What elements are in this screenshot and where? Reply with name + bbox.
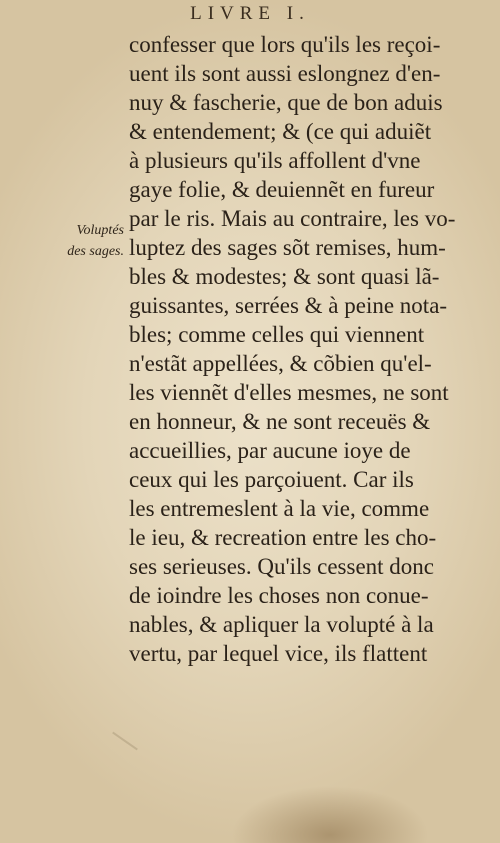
paper-crease [112, 732, 138, 751]
text-line: accueillies, par aucune ioye de [129, 438, 411, 463]
text-line: & entendement; & (ce qui aduiẽt [129, 119, 432, 144]
text-line: bles; comme celles qui viennent [129, 322, 425, 347]
text-line: guissantes, serrées & à peine nota- [129, 293, 448, 318]
text-line: le ieu, & recreation entre les cho- [129, 525, 437, 550]
text-line: nables, & apliquer la volupté à la [129, 612, 434, 637]
text-line: en honneur, & ne sont receuës & [129, 409, 431, 434]
text-line: vertu, par lequel vice, ils flattent [129, 641, 428, 666]
text-line: les entremeslent à la vie, comme [129, 496, 430, 521]
marginal-note-line: Voluptés [76, 223, 124, 238]
text-line: par le ris. Mais au contraire, les vo- [129, 206, 456, 231]
marginal-note [52, 220, 124, 262]
text-line: à plusieurs qu'ils affollent d'vne [129, 148, 421, 173]
body-text [129, 30, 474, 668]
text-line: bles & modestes; & sont quasi lã- [129, 264, 440, 289]
marginal-note-line: des sages. [67, 244, 124, 259]
text-line: n'estãt appellées, & cõbien qu'el- [129, 351, 432, 376]
running-head: LIVRE I. [190, 3, 310, 24]
text-line: ses serieuses. Qu'ils cessent donc [129, 554, 434, 579]
text-line: les viennẽt d'elles mesmes, ne sont [129, 380, 449, 405]
text-line: nuy & fascherie, que de bon aduis [129, 90, 443, 115]
text-line: confesser que lors qu'ils les reçoi- [129, 32, 441, 57]
text-line: uent ils sont aussi eslongnez d'en- [129, 61, 441, 86]
text-line: de ioindre les choses non conue- [129, 583, 429, 608]
text-line: gaye folie, & deuiennẽt en fureur [129, 177, 435, 202]
text-line: ceux qui les parçoiuent. Car ils [129, 467, 414, 492]
text-line: luptez des sages sõt remises, hum- [129, 235, 446, 260]
